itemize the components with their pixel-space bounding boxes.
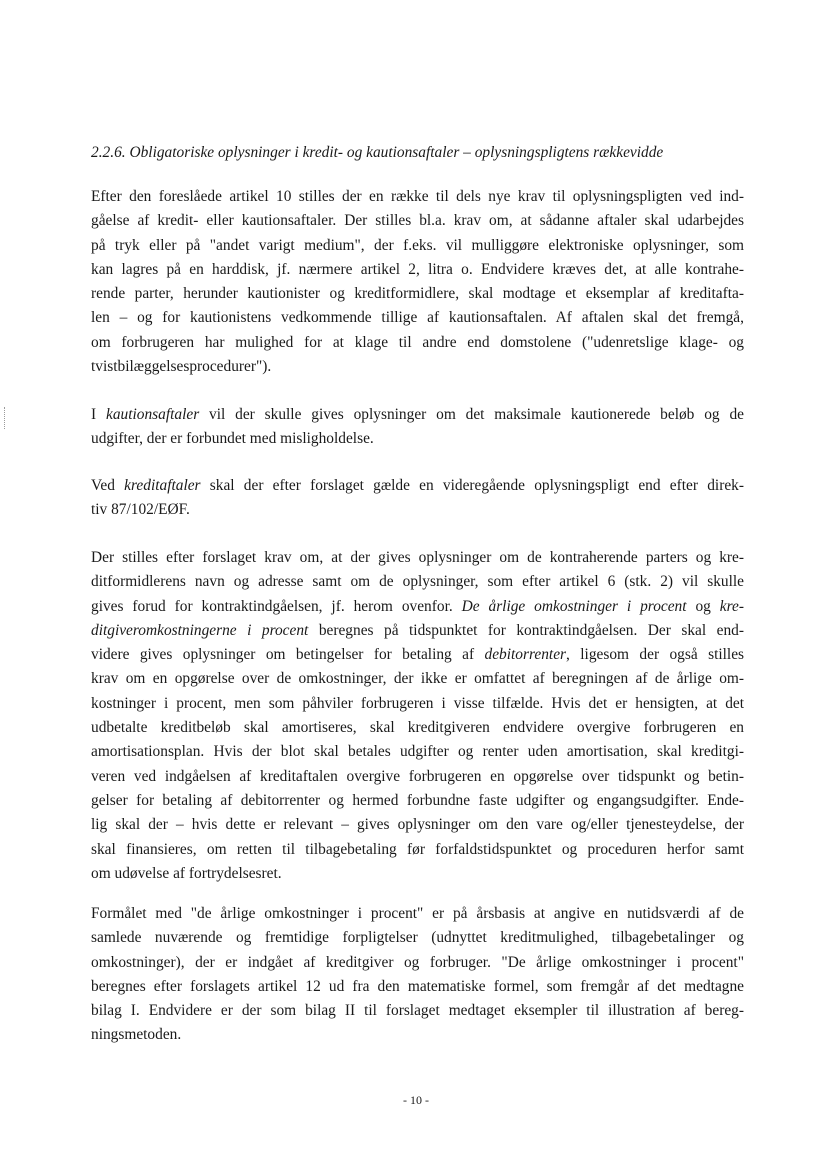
text-run: I: [91, 406, 106, 423]
emphasis-text: kautionsaftaler: [105, 406, 200, 423]
text-line: tiv 87/102/EØF.: [91, 501, 190, 519]
emphasis-text: De årlige omkostninger i procent: [461, 597, 687, 615]
text-line: [91, 474, 744, 498]
text-line: om udøvelse af fortrydelsesret.: [91, 864, 282, 882]
text-line: [91, 643, 744, 667]
text-line: veren ved indgåelsen af kreditaftalen overgive forbrugeren en opgørelse over tidspunkt og betin-: [91, 767, 744, 785]
text-line: gåelse af kredit- eller kautionsaftaler. Der stilles bl.a. krav om, at sådanne aftaler skal udarbejdes: [91, 212, 744, 230]
text-line: amortisationsplan. Hvis der blot skal betales udgifter og renter uden amortisation, skal kreditgi-: [91, 743, 744, 761]
paragraph-5: [91, 902, 744, 1048]
text-run: , ligesom der også stilles: [566, 646, 745, 664]
text-line: ditformidlerens navn og adresse samt om de oplysninger, som efter artikel 6 (stk. 2) vil skulle: [91, 573, 744, 591]
text-line: rende parter, herunder kautionister og kreditformidlere, skal modtage et eksemplar af kreditafta-: [91, 285, 744, 303]
section-heading: 2.2.6. Obligatoriske oplysninger i kredit- og kautionsaftaler – oplysningspligtens rækkevidde: [91, 144, 664, 161]
text-line: samlede nuværende og fremtidige forpligtelser (udnyttet kreditmulighed, tilbagebetalinger og: [91, 929, 744, 947]
text-line: Efter den foreslåede artikel 10 stilles der en række til dels nye krav til oplysningspligten ved ind-: [91, 188, 744, 205]
text-run: Ved: [91, 477, 125, 494]
text-line: bilag I. Endvidere er der som bilag II til forslaget medtaget eksempler til illustration af bereg-: [91, 1002, 744, 1020]
emphasis-text: debitorrenter: [484, 646, 567, 664]
paragraph-4: [91, 546, 744, 886]
text-line: omkostninger), der er indgået af kreditgiver og forbruger. "De årlige omkostninger i procent": [91, 953, 744, 971]
page-number: - 10 -: [403, 1093, 429, 1107]
text-line: krav om en opgørelse over de omkostninger, der ikke er omfattet af beregningen af de årlige om-: [91, 670, 744, 688]
emphasis-text: kreditaftaler: [124, 477, 201, 494]
emphasis-text: ditgiveromkostningerne i procent: [91, 621, 309, 639]
text-line: ningsmetoden.: [91, 1026, 182, 1044]
text-line: om forbrugeren har mulighed for at klage til andre end domstolene ("udenretslige klage- og: [91, 333, 744, 351]
text-line: udgifter, der er forbundet med misligholdelse.: [91, 430, 374, 448]
text-run: vil der skulle gives oplysninger om det maksimale kautionerede beløb og de: [199, 406, 744, 423]
text-line: kostninger i procent, men som påhviler forbrugeren i visse tilfælde. Hvis det er hensigten, at det: [91, 694, 744, 712]
paragraph-3: [91, 474, 744, 523]
text-line: len – og for kautionistens vedkommende tillige af kautionsaftalen. Af aftalen skal det fremgå,: [91, 309, 744, 327]
text-line: [91, 595, 744, 619]
margin-mark: [4, 407, 6, 429]
text-run: videre gives oplysninger om betingelser for betaling af: [91, 646, 485, 664]
text-line: [91, 403, 744, 427]
text-line: lig skal der – hvis dette er relevant – gives oplysninger om den vare og/eller tjenesteydelse, der: [91, 816, 744, 834]
text-run: beregnes på tidspunktet for kontraktindgåelsen. Der skal end-: [308, 621, 745, 639]
text-run: gives forud for kontraktindgåelsen, jf. herom ovenfor.: [91, 597, 462, 615]
emphasis-text: kre-: [719, 597, 744, 615]
text-line: beregnes efter forslagets artikel 12 ud fra den matematiske formel, som fremgår af det medtagne: [91, 977, 744, 995]
text-run: skal der efter forslaget gælde en videregående oplysningspligt end efter direk-: [200, 477, 744, 494]
text-line: kan lagres på en harddisk, jf. nærmere artikel 2, litra o. Endvidere kræves det, at alle kontrahe-: [91, 260, 744, 278]
text-line: Der stilles efter forslaget krav om, at der gives oplysninger om de kontraherende parters og kre-: [91, 549, 744, 566]
paragraph-2: [91, 403, 744, 452]
text-line: gelser for betaling af debitorrenter og hermed forbundne faste udgifter og engangsudgifter. Ende-: [91, 791, 744, 809]
text-line: [91, 619, 744, 643]
text-line: tvistbilæggelsesprocedurer").: [91, 358, 272, 376]
text-run: og: [686, 597, 720, 615]
text-line: på tryk eller på "andet varigt medium", der f.eks. vil mulliggøre elektroniske oplysninger, som: [91, 236, 744, 254]
text-line: skal finansieres, om retten til tilbagebetaling før forfaldstidspunktet og proceduren herfor samt: [91, 840, 744, 858]
paragraph-1: [91, 185, 744, 379]
text-line: udbetalte kreditbeløb skal amortiseres, skal kreditgiveren endvidere overgive forbrugeren en: [91, 719, 744, 737]
text-line: Formålet med "de årlige omkostninger i procent" er på årsbasis at angive en nutidsværdi af de: [91, 905, 744, 922]
